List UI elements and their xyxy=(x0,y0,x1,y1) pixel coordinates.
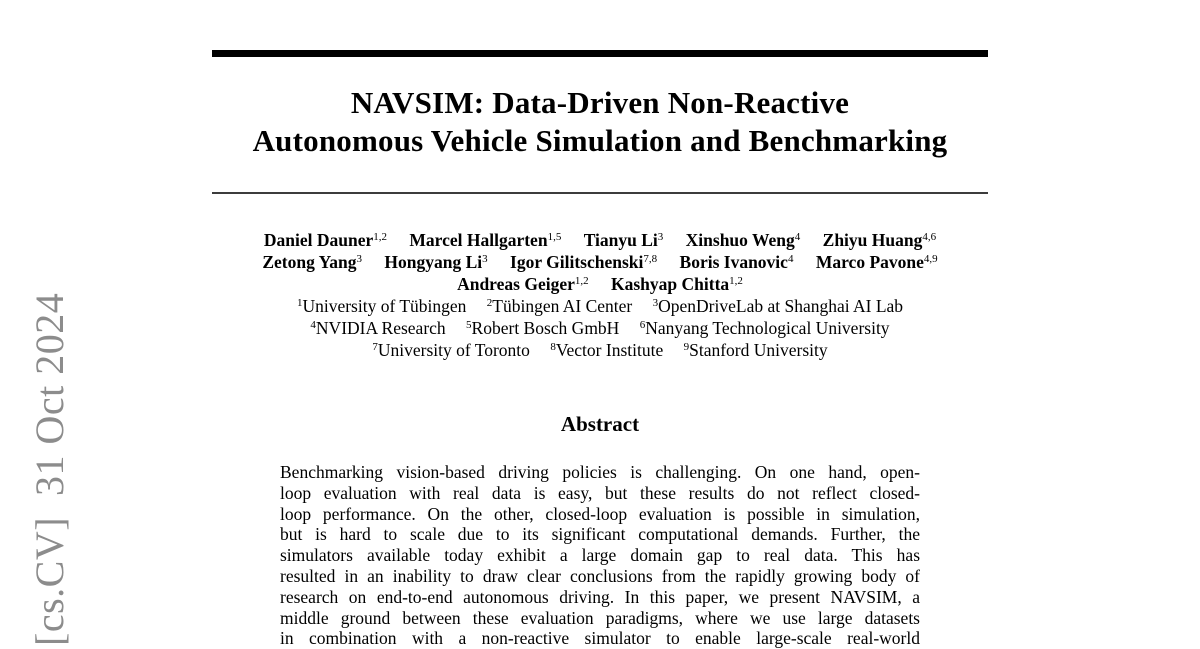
affiliation-name: NVIDIA Research xyxy=(315,318,446,338)
affiliation-superscript: 2 xyxy=(486,297,493,309)
abstract-line: loop evaluation with real data is easy, but these results do not reflect closed- xyxy=(280,482,920,503)
author-name: Xinshuo Weng xyxy=(685,230,795,250)
author-superscript: 4,9 xyxy=(923,253,938,265)
author-superscript: 1,2 xyxy=(729,275,743,287)
affiliation-name: University of Toronto xyxy=(377,340,530,360)
affiliation xyxy=(487,296,632,316)
affiliation-name: OpenDriveLab at Shanghai AI Lab xyxy=(658,296,904,316)
author-name: Zetong Yang xyxy=(262,252,357,272)
author-superscript: 4 xyxy=(794,231,801,243)
paper-title-line2: Autonomous Vehicle Simulation and Benchmarking xyxy=(252,123,948,158)
affiliation xyxy=(310,318,445,338)
author xyxy=(816,252,938,272)
abstract-line: but is hard to scale due to its significant computational demands. Further, the xyxy=(280,524,920,545)
affiliation xyxy=(550,340,663,360)
paper-title xyxy=(212,84,988,160)
arxiv-watermark: [cs.CV] 31 Oct 2024 xyxy=(27,292,72,646)
affiliation-name: Nanyang Technological University xyxy=(645,318,890,338)
abstract-line: Benchmarking vision-based driving policies is challenging. On one hand, open- xyxy=(280,462,920,482)
affiliation-superscript: 5 xyxy=(466,319,472,331)
affiliation-superscript: 6 xyxy=(639,319,646,331)
abstract-line: middle ground between these evaluation paradigms, where we use large datasets xyxy=(280,607,920,628)
abstract-line: loop performance. On the other, closed-loop evaluation is possible in simulation, xyxy=(280,503,920,524)
author-name: Boris Ivanovic xyxy=(679,252,788,272)
affiliation-name: Tübingen AI Center xyxy=(492,296,633,316)
affiliation-superscript: 9 xyxy=(683,341,690,353)
affiliation xyxy=(684,340,828,360)
affiliation-superscript: 4 xyxy=(310,319,316,331)
author-superscript: 1,2 xyxy=(574,275,589,287)
author xyxy=(680,252,794,272)
affiliation-name: Vector Institute xyxy=(555,340,664,360)
author xyxy=(510,252,657,272)
author-name: Daniel Dauner xyxy=(263,230,374,250)
author-superscript: 4 xyxy=(787,253,794,265)
author xyxy=(686,230,801,250)
authors-row-2 xyxy=(182,251,1018,273)
author xyxy=(262,252,362,272)
author-name: Andreas Geiger xyxy=(457,274,575,294)
abstract-line: simulators available today exhibit a large domain gap to real data. This has xyxy=(280,545,920,566)
author-name: Zhiyu Huang xyxy=(822,230,923,250)
abstract-line: research on end-to-end autonomous driving. In this paper, we present NAVSIM, a xyxy=(280,586,920,607)
abstract-line: resulted in an inability to draw clear conclusions from the rapidly growing body of xyxy=(280,565,920,586)
affiliations-row-3 xyxy=(182,339,1018,361)
affiliation-name: University of Tübingen xyxy=(302,296,467,316)
author-superscript: 1,5 xyxy=(547,231,562,243)
author-superscript: 3 xyxy=(482,253,488,265)
affiliations-row-2 xyxy=(182,317,1018,339)
author xyxy=(264,230,387,250)
author-name: Marco Pavone xyxy=(815,252,924,272)
affiliation xyxy=(466,318,619,338)
affiliation-list xyxy=(182,295,1018,361)
author-superscript: 4,6 xyxy=(922,231,937,243)
affiliation-superscript: 7 xyxy=(372,341,378,353)
author-superscript: 3 xyxy=(356,253,363,265)
author-name: Kashyap Chitta xyxy=(611,274,730,294)
author xyxy=(457,274,589,294)
title-divider-rule xyxy=(212,192,988,194)
affiliation-superscript: 8 xyxy=(550,341,556,353)
author-superscript: 7,8 xyxy=(643,253,658,265)
abstract-heading: Abstract xyxy=(560,412,640,436)
abstract-line: in combination with a non-reactive simulator to enable large-scale real-world xyxy=(280,628,920,649)
author xyxy=(384,252,487,272)
affiliation-superscript: 1 xyxy=(296,297,303,309)
affiliation xyxy=(640,318,890,338)
affiliation-superscript: 3 xyxy=(652,297,659,309)
author xyxy=(584,230,664,250)
author-name: Igor Gilitschenski xyxy=(510,252,644,272)
abstract-text xyxy=(280,462,920,649)
paper-title-line1: NAVSIM: Data-Driven Non-Reactive xyxy=(350,85,850,120)
top-rule xyxy=(212,50,988,57)
author-name: Hongyang Li xyxy=(384,252,483,272)
authors-row-3 xyxy=(182,273,1018,295)
author-superscript: 1,2 xyxy=(373,231,388,243)
author-name: Tianyu Li xyxy=(583,230,658,250)
author xyxy=(823,230,936,250)
author-list xyxy=(182,229,1018,295)
affiliations-row-1 xyxy=(182,295,1018,317)
author xyxy=(409,230,561,250)
affiliation-name: Stanford University xyxy=(689,340,828,360)
author xyxy=(611,274,743,294)
author-name: Marcel Hallgarten xyxy=(409,230,548,250)
authors-row-1 xyxy=(182,229,1018,251)
affiliation xyxy=(297,296,466,316)
affiliation xyxy=(653,296,903,316)
author-superscript: 3 xyxy=(657,231,664,243)
affiliation xyxy=(372,340,530,360)
affiliation-name: Robert Bosch GmbH xyxy=(471,318,620,338)
